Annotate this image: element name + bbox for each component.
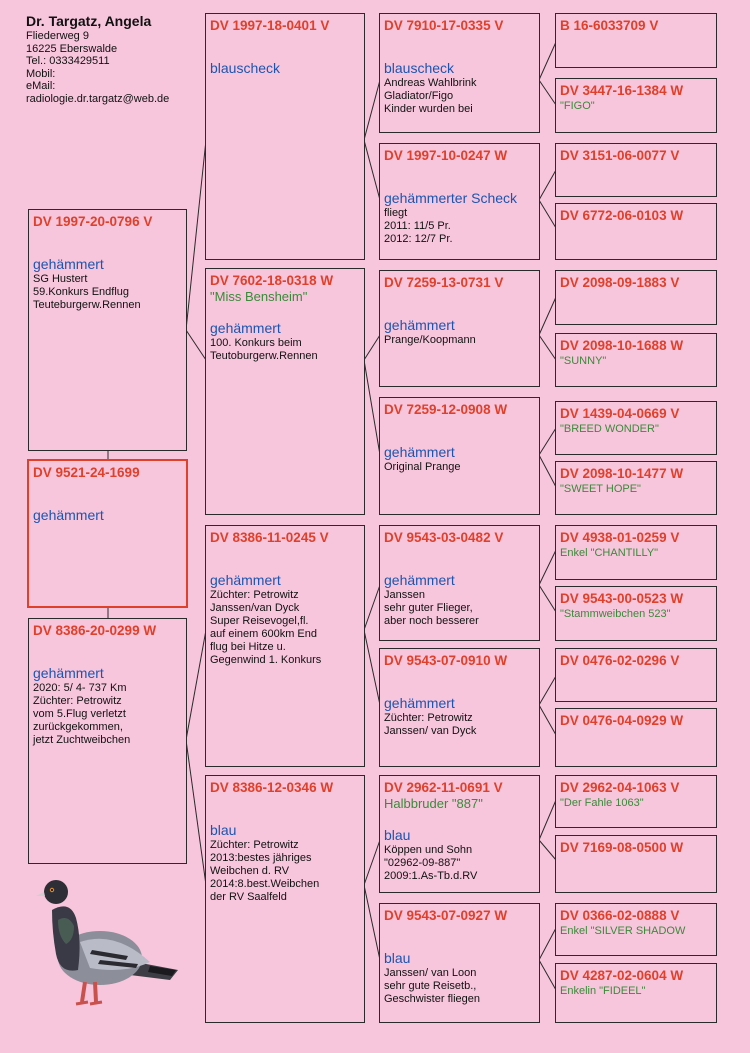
gen4-ring-3: DV 3151-06-0077 V — [560, 148, 680, 163]
gen3-ffm-card — [379, 143, 540, 260]
gen2-ff-ring: DV 1997-18-0401 V — [210, 18, 330, 33]
gen4-ring-8: DV 2098-10-1477 W — [560, 466, 684, 481]
gen4-name-13: "Der Fahle 1063" — [560, 797, 644, 809]
grandsire-maternal-card — [205, 525, 365, 767]
subject-card — [27, 459, 188, 608]
gen4-name-16: Enkelin "FIDEEL" — [560, 985, 646, 997]
gen2-mm-color: blau — [210, 822, 237, 838]
gen2-fm-color: gehämmert — [210, 320, 281, 336]
gen3-mmm-color: blau — [384, 950, 411, 966]
gen4-card-1 — [555, 13, 717, 68]
father-info: SG Hustert 59.Konkurs Endflug Teuteburgerw.Rennen — [33, 273, 141, 311]
gen3-mmm-ring: DV 9543-07-0927 W — [384, 908, 508, 923]
gen4-card-14 — [555, 835, 717, 893]
gen3-mff-info: Janssen sehr guter Flieger, aber noch besserer — [384, 589, 479, 627]
gen4-ring-15: DV 0366-02-0888 V — [560, 908, 680, 923]
owner-header — [26, 13, 169, 105]
gen4-ring-11: DV 0476-02-0296 V — [560, 653, 680, 668]
gen4-card-6 — [555, 333, 717, 387]
gen3-fff-ring: DV 7910-17-0335 V — [384, 18, 504, 33]
gen3-fmf-info: Prange/Koopmann — [384, 334, 476, 346]
gen3-mmf-name: Halbbruder "887" — [384, 796, 483, 811]
father-ring: DV 1997-20-0796 V — [33, 214, 153, 229]
mother-card — [28, 618, 187, 864]
owner-city: 16225 Eberswalde — [26, 42, 118, 55]
gen4-ring-2: DV 3447-16-1384 W — [560, 83, 684, 98]
gen4-ring-9: DV 4938-01-0259 V — [560, 530, 680, 545]
gen4-name-7: "BREED WONDER" — [560, 423, 659, 435]
gen3-fmf-color: gehämmert — [384, 317, 455, 333]
owner-mobile: Mobil: — [26, 67, 56, 80]
father-color: gehämmert — [33, 256, 104, 272]
gen4-ring-6: DV 2098-10-1688 W — [560, 338, 684, 353]
gen2-mf-info: Züchter: Petrowitz Janssen/van Dyck Super Reisevogel,fl. auf einem 600km End flug bei Hitze u. Gegenwind 1. Konkurs — [210, 589, 322, 666]
gen3-mff-card — [379, 525, 540, 641]
gen3-fmm-card — [379, 397, 540, 515]
gen4-ring-5: DV 2098-09-1883 V — [560, 275, 680, 290]
gen4-ring-1: B 16-6033709 V — [560, 18, 659, 33]
gen4-name-6: "SUNNY" — [560, 355, 607, 367]
gen2-mf-color: gehämmert — [210, 572, 281, 588]
gen2-fm-ring: DV 7602-18-0318 W — [210, 273, 334, 288]
gen4-ring-16: DV 4287-02-0604 W — [560, 968, 684, 983]
father-card — [28, 209, 187, 451]
gen4-card-13 — [555, 775, 717, 828]
gen3-mmf-ring: DV 2962-11-0691 V — [384, 780, 503, 795]
gen3-mmm-card — [379, 903, 540, 1023]
mother-ring: DV 8386-20-0299 W — [33, 623, 157, 638]
gen4-card-3 — [555, 143, 717, 197]
gen4-name-8: "SWEET HOPE" — [560, 483, 641, 495]
gen4-name-9: Enkel "CHANTILLY" — [560, 547, 659, 559]
subject-ring: DV 9521-24-1699 — [33, 465, 140, 480]
gen3-fmm-info: Original Prange — [384, 461, 461, 473]
gen3-mfm-color: gehämmert — [384, 695, 455, 711]
grandsire-paternal-card — [205, 13, 365, 260]
owner-phone: Tel.: 0333429511 — [26, 55, 110, 67]
gen3-mfm-info: Züchter: Petrowitz Janssen/ van Dyck — [384, 712, 477, 737]
pigeon-photo — [30, 870, 180, 1020]
gen4-ring-10: DV 9543-00-0523 W — [560, 591, 684, 606]
gen3-fff-info: Andreas Wahlbrink Gladiator/Figo Kinder wurden bei — [384, 77, 477, 115]
gen4-card-11 — [555, 648, 717, 702]
gen4-card-7 — [555, 401, 717, 455]
gen3-mff-color: gehämmert — [384, 572, 455, 588]
gen2-fm-info: 100. Konkurs beim Teutoburgerw.Rennen — [210, 337, 318, 362]
granddam-paternal-card — [205, 268, 365, 515]
gen4-card-15 — [555, 903, 717, 956]
gen4-card-12 — [555, 708, 717, 767]
mother-color: gehämmert — [33, 665, 104, 681]
gen2-mm-info: Züchter: Petrowitz 2013:bestes jähriges Weibchen d. RV 2014:8.best.Weibchen der RV Saalfeld — [210, 839, 320, 903]
gen2-mf-ring: DV 8386-11-0245 V — [210, 530, 329, 545]
gen4-card-8 — [555, 461, 717, 515]
gen4-card-9 — [555, 525, 717, 580]
gen3-fmf-card — [379, 270, 540, 387]
gen3-mff-ring: DV 9543-03-0482 V — [384, 530, 504, 545]
subject-color: gehämmert — [33, 507, 104, 523]
gen3-mfm-ring: DV 9543-07-0910 W — [384, 653, 508, 668]
gen4-ring-12: DV 0476-04-0929 W — [560, 713, 684, 728]
gen4-ring-4: DV 6772-06-0103 W — [560, 208, 684, 223]
gen3-mmm-info: Janssen/ van Loon sehr gute Reisetb., Geschwister fliegen — [384, 967, 480, 1005]
gen3-fmm-color: gehämmert — [384, 444, 455, 460]
gen3-ffm-color: gehämmerter Scheck — [384, 190, 518, 206]
gen3-ffm-info: fliegt 2011: 11/5 Pr. 2012: 12/7 Pr. — [384, 207, 453, 245]
gen3-mfm-card — [379, 648, 540, 767]
gen3-fff-card — [379, 13, 540, 133]
gen4-card-10 — [555, 586, 717, 641]
gen2-fm-name: "Miss Bensheim" — [210, 289, 308, 304]
granddam-maternal-card — [205, 775, 365, 1023]
mother-info: 2020: 5/ 4- 737 Km Züchter: Petrowitz vom 5.Flug verletzt zurückgekommen, jetzt Zuchtweibchen — [33, 682, 131, 746]
gen3-ffm-ring: DV 1997-10-0247 W — [384, 148, 508, 163]
gen4-card-2 — [555, 78, 717, 133]
gen4-ring-14: DV 7169-08-0500 W — [560, 840, 684, 855]
owner-email: radiologie.dr.targatz@web.de — [26, 92, 170, 105]
gen3-mmf-card — [379, 775, 540, 893]
gen3-mmf-color: blau — [384, 827, 411, 843]
owner-street: Fliederweg 9 — [26, 30, 89, 42]
gen3-mmf-info: Köppen und Sohn "02962-09-887" 2009:1.As-Tb.d.RV — [384, 844, 478, 882]
owner-email-label: eMail: — [26, 80, 56, 92]
gen4-ring-7: DV 1439-04-0669 V — [560, 406, 680, 421]
gen4-card-4 — [555, 203, 717, 260]
owner-name: Dr. Targatz, Angela — [26, 13, 152, 29]
gen3-fmf-ring: DV 7259-13-0731 V — [384, 275, 504, 290]
gen4-card-16 — [555, 963, 717, 1023]
gen4-card-5 — [555, 270, 717, 325]
gen4-ring-13: DV 2962-04-1063 V — [560, 780, 680, 795]
gen4-name-2: "FIGO" — [560, 100, 595, 112]
gen2-ff-color: blauscheck — [210, 60, 281, 76]
gen3-fff-color: blauscheck — [384, 60, 455, 76]
gen2-mm-ring: DV 8386-12-0346 W — [210, 780, 334, 795]
gen4-name-15: Enkel "SILVER SHADOW — [560, 925, 686, 937]
gen4-name-10: "Stammweibchen 523" — [560, 608, 671, 620]
gen3-fmm-ring: DV 7259-12-0908 W — [384, 402, 508, 417]
